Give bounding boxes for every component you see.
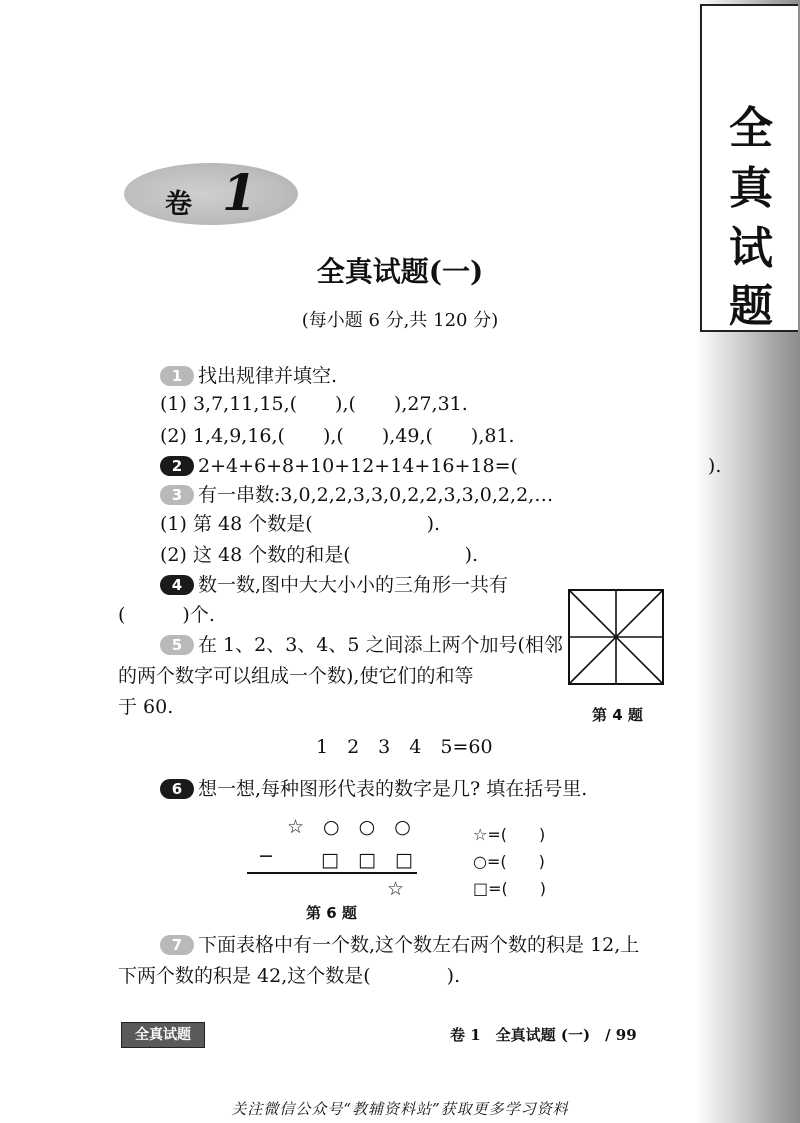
question-4 (160, 573, 508, 597)
question-7-line-2: 下两个数的积是 42,这个数是( ). (118, 965, 461, 987)
question-2 (160, 454, 721, 478)
question-5-line-2: 的两个数字可以组成一个数),使它们的和等 (118, 665, 474, 687)
puzzle-result: ☆ (387, 878, 405, 900)
footer-section-badge: 全真试题 (121, 1022, 205, 1048)
volume-number: 1 (222, 163, 257, 222)
question-5 (160, 633, 563, 657)
question-1 (160, 364, 337, 388)
question-text: 在 1、2、3、4、5 之间添上两个加号(相邻 (198, 634, 563, 656)
volume-oval (124, 163, 298, 225)
question-5-line-3: 于 60. (118, 696, 174, 718)
volume-word: 卷 (165, 189, 192, 220)
question-4-line-2: ( )个. (118, 604, 215, 626)
page-subtitle: (每小题 6 分,共 120 分) (301, 310, 499, 331)
question-5-equation: 1 2 3 4 5=60 (316, 736, 493, 758)
question-1-part-2: (2) 1,4,9,16,( ),( ),49,( ),81. (160, 425, 515, 447)
question-number-badge: 4 (160, 575, 194, 595)
question-text: 有一串数:3,0,2,2,3,3,0,2,2,3,3,0,2,2,… (198, 484, 554, 506)
puzzle-minus-sign: − (258, 845, 274, 867)
question-1-part-1: (1) 3,7,11,15,( ),( ),27,31. (160, 393, 468, 415)
question-3 (160, 483, 553, 507)
page-title: 全真试题(一) (316, 255, 484, 288)
side-tab-char: 试 (729, 223, 773, 274)
question-text: 数一数,图中大大小小的三角形一共有 (198, 574, 509, 596)
puzzle-row-1: ☆ ○ ○ ○ (287, 816, 411, 838)
answer-square: □=( ) (473, 879, 547, 898)
question-3-part-2: (2) 这 48 个数的和是( ). (160, 544, 479, 566)
question-7 (160, 933, 639, 957)
answer-star: ☆=( ) (473, 825, 546, 844)
question-6 (160, 777, 587, 801)
figure-4-caption: 第 4 题 (592, 706, 643, 724)
bottom-watermark-note: 关注微信公众号“教辅资料站”获取更多学习资料 (231, 1100, 569, 1118)
question-number-badge: 6 (160, 779, 194, 799)
footer-page-info: 卷 1 全真试题 (一) / 99 (450, 1026, 637, 1044)
triangle-square-figure (568, 589, 664, 685)
answer-circle: ○=( ) (473, 852, 545, 871)
question-text: 下面表格中有一个数,这个数左右两个数的积是 12,上 (198, 934, 640, 956)
question-text: 2+4+6+8+10+12+14+16+18=( ). (198, 455, 722, 477)
question-number-badge: 1 (160, 366, 194, 386)
puzzle-divider (247, 872, 417, 874)
figure-6-caption: 第 6 题 (306, 904, 357, 922)
question-3-part-1: (1) 第 48 个数是( ). (160, 513, 441, 535)
question-number-badge: 5 (160, 635, 194, 655)
question-number-badge: 2 (160, 456, 194, 476)
side-tab-char: 真 (729, 163, 773, 214)
question-text: 找出规律并填空. (198, 365, 338, 387)
side-tab-char: 全 (729, 103, 773, 154)
question-number-badge: 3 (160, 485, 194, 505)
puzzle-row-2: □ □ □ (321, 849, 413, 871)
question-number-badge: 7 (160, 935, 194, 955)
question-text: 想一想,每种图形代表的数字是几? 填在括号里. (198, 778, 588, 800)
side-tab-char: 题 (729, 281, 773, 332)
